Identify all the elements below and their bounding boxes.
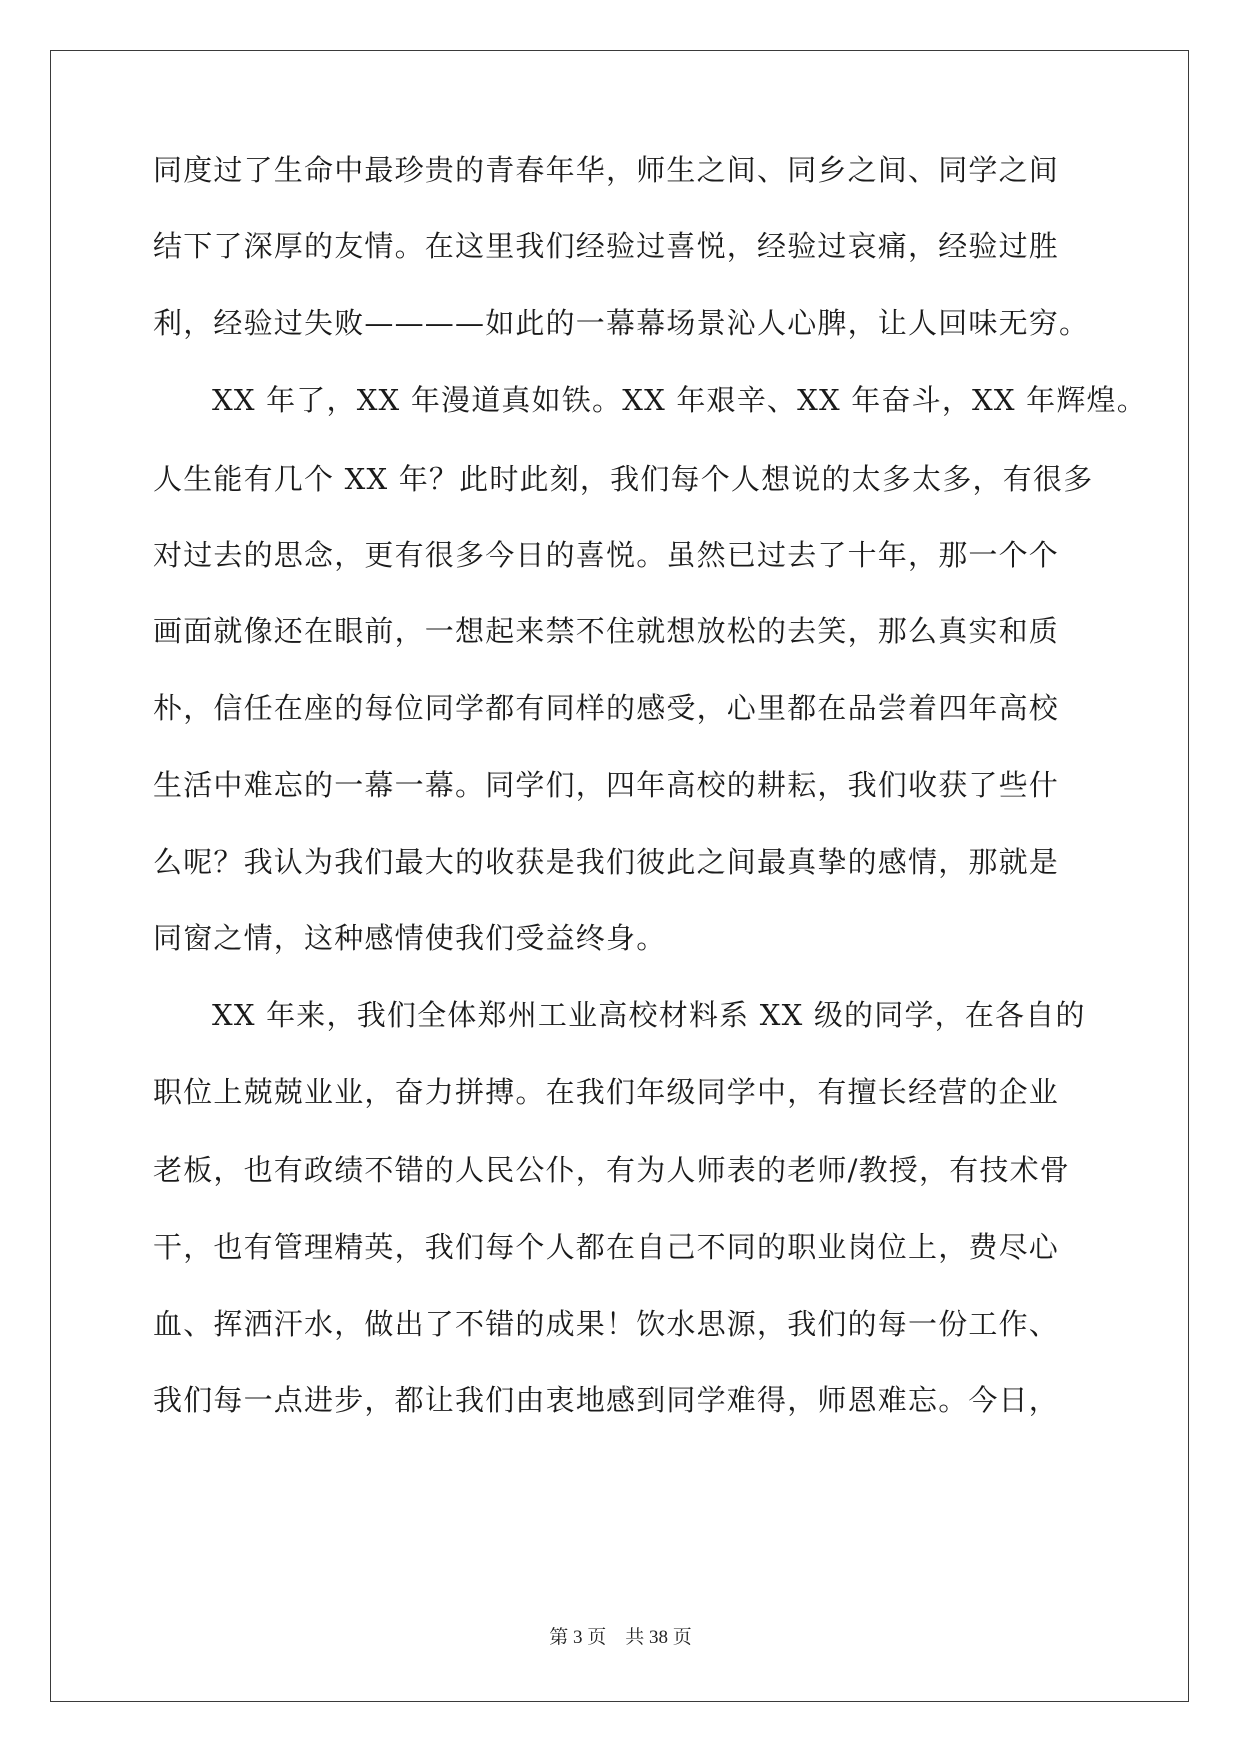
text-line: 生活中难忘的一幕一幕。同学们，四年高校的耕耘，我们收获了些什 <box>153 768 1060 802</box>
text-line: 利，经验过失败————如此的一幕幕场景沁人心脾，让人回味无穷。 <box>153 306 1090 340</box>
text-line: 对过去的思念，更有很多今日的喜悦。虽然已过去了十年，那一个个 <box>153 538 1060 572</box>
text-line: 结下了深厚的友情。在这里我们经验过喜悦，经验过哀痛，经验过胜 <box>153 229 1060 263</box>
page-total: 共 38 页 <box>625 1627 692 1648</box>
text-line: 干，也有管理精英，我们每个人都在自己不同的职业岗位上，费尽心 <box>153 1230 1060 1264</box>
text-line: 人生能有几个 XX 年？此时此刻，我们每个人想说的太多太多，有很多 <box>153 462 1094 496</box>
text-line: 同窗之情，这种感情使我们受益终身。 <box>153 921 667 955</box>
text-line: 我们每一点进步，都让我们由衷地感到同学难得，师恩难忘。今日， <box>153 1383 1060 1417</box>
page-footer <box>0 1626 1241 1650</box>
text-line: 血、挥洒汗水，做出了不错的成果！饮水思源，我们的每一份工作、 <box>153 1307 1060 1341</box>
text-line: 同度过了生命中最珍贵的青春年华，师生之间、同乡之间、同学之间 <box>153 153 1060 187</box>
paragraph-first-line: XX 年了，XX 年漫道真如铁。XX 年艰辛、XX 年奋斗，XX 年辉煌。 <box>212 383 1147 417</box>
text-line: 画面就像还在眼前，一想起来禁不住就想放松的去笑，那么真实和质 <box>153 614 1060 648</box>
page-number: 第 3 页 <box>549 1627 607 1648</box>
text-line: 职位上兢兢业业，奋力拼搏。在我们年级同学中，有擅长经营的企业 <box>153 1075 1060 1109</box>
text-line: 老板，也有政绩不错的人民公仆，有为人师表的老师/教授，有技术骨 <box>153 1153 1070 1187</box>
paragraph-first-line: XX 年来，我们全体郑州工业高校材料系 XX 级的同学，在各自的 <box>212 998 1086 1032</box>
text-line: 朴，信任在座的每位同学都有同样的感受，心里都在品尝着四年高校 <box>153 691 1060 725</box>
text-line: 么呢？我认为我们最大的收获是我们彼此之间最真挚的感情，那就是 <box>153 845 1060 879</box>
